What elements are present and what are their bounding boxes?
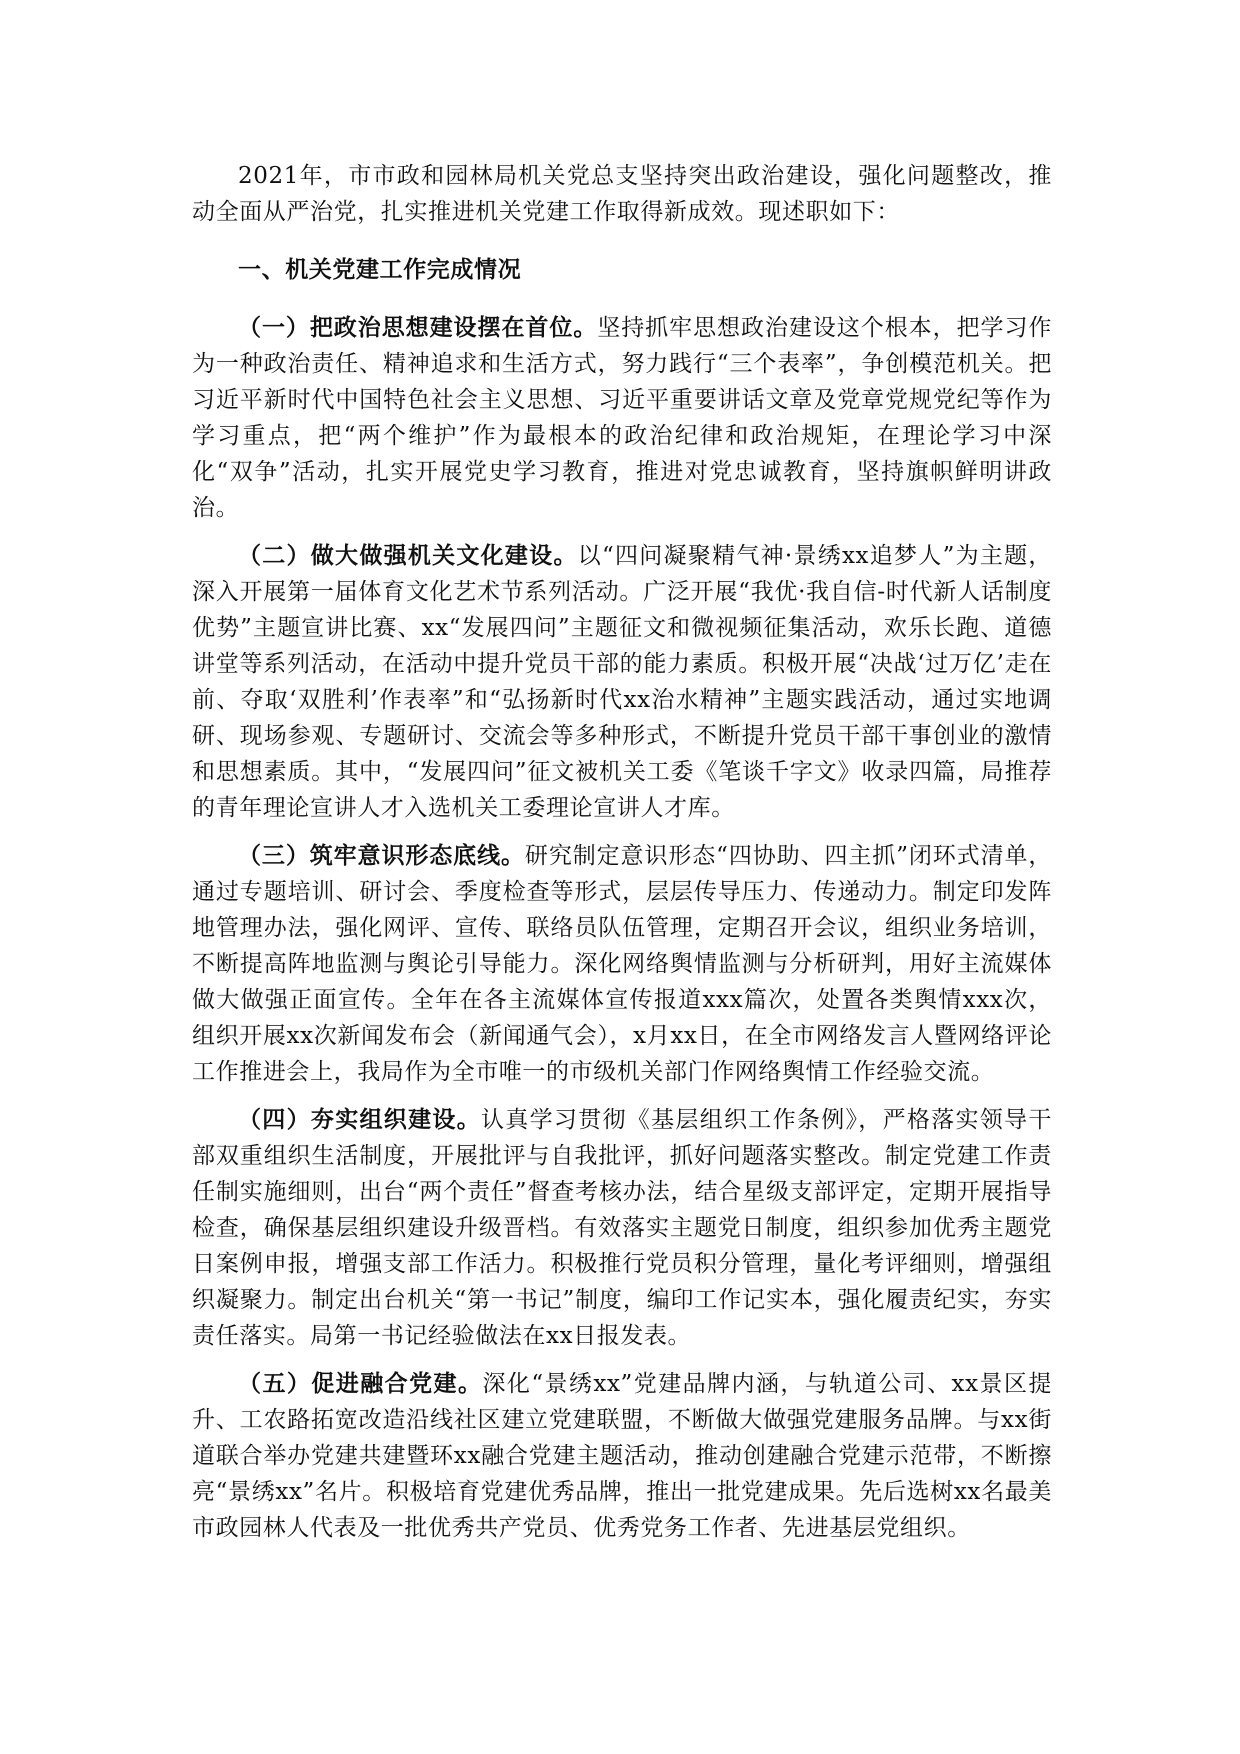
paragraph-organization [192,1102,1052,1354]
paragraph-body: 研究制定意识形态“四协助、四主抓”闭环式清单，通过专题培训、研讨会、季度检查等形式，层层传导压力、传递动力。制定印发阵地管理办法，强化网评、宣传、联络员队伍管理，定期召开会议，组织业务培训，不断提高阵地监测与舆论引导能力。深化网络舆情监测与分析研判，用好主流媒体做大做强正面宣传。全年在各主流媒体宣传报道xxx篇次，处置各类舆情xxx次，组织开展xx次新闻发布会（新闻通气会），x月xx日，在全市网络发言人暨网络评论工作推进会上，我局作为全市唯一的市级机关部门作网络舆情工作经验交流。 [192,843,1052,1085]
intro-paragraph: 2021年，市市政和园林局机关党总支坚持突出政治建设，强化问题整改，推动全面从严治党，扎实推进机关党建工作取得新成效。现述职如下： [192,163,1052,225]
document-body [192,158,1052,1558]
paragraph-political-thought [192,310,1052,526]
paragraph-body: 认真学习贯彻《基层组织工作条例》，严格落实领导干部双重组织生活制度，开展批评与自我批评，抓好问题落实整改。制定党建工作责任制实施细则，出台“两个责任”督查考核办法，结合星级支部评定，定期开展指导检查，确保基层组织建设升级晋档。有效落实主题党日制度，组织参加优秀主题党日案例申报，增强支部工作活力。积极推行党员积分管理，量化考评细则，增强组织凝聚力。制定出台机关“第一书记”制度，编印工作记实本，强化履责纪实，夯实责任落实。局第一书记经验做法在xx日报发表。 [192,1107,1052,1349]
paragraph-lead: （四）夯实组织建设。 [238,1107,481,1133]
paragraph-body: 以“四问凝聚精气神·景绣xx追梦人”为主题，深入开展第一届体育文化艺术节系列活动。广泛开展“我优·我自信-时代新人话制度优势”主题宣讲比赛、xx“发展四问”主题征文和微视频征集活动，欢乐长跑、道德讲堂等系列活动，在活动中提升党员干部的能力素质。积极开展“决战‘过万亿’走在前、夺取‘双胜利’作表率”和“弘扬新时代xx治水精神”主题实践活动，通过实地调研、现场参观、专题研讨、交流会等多种形式，不断提升党员干部干事创业的激情和思想素质。其中，“发展四问”征文被机关工委《笔谈千字文》收录四篇，局推荐的青年理论宣讲人才入选机关工委理论宣讲人才库。 [192,543,1052,821]
paragraph-lead: （二）做大做强机关文化建设。 [238,543,578,569]
paragraph-body: 坚持抓牢思想政治建设这个根本，把学习作为一种政治责任、精神追求和生活方式，努力践行“三个表率”，争创模范机关。把习近平新时代中国特色社会主义思想、习近平重要讲话文章及党章党规党纪等作为学习重点，把“两个维护”作为最根本的政治纪律和政治规矩，在理论学习中深化“双争”活动，扎实开展党史学习教育，推进对党忠诚教育，坚持旗帜鲜明讲政治。 [192,315,1053,521]
paragraph-body: 深化“景绣xx”党建品牌内涵，与轨道公司、xx景区提升、工农路拓宽改造沿线社区建立党建联盟，不断做大做强党建服务品牌。与xx街道联合举办党建共建暨环xx融合党建主题活动，推动创建融合党建示范带，不断擦亮“景绣xx”名片。积极培育党建优秀品牌，推出一批党建成果。先后选树xx名最美市政园林人代表及一批优秀共产党员、优秀党务工作者、先进基层党组织。 [192,1371,1052,1541]
paragraph-integrated-party-building [192,1366,1052,1546]
paragraph-lead: （一）把政治思想建设摆在首位。 [238,315,598,341]
paragraph-organ-culture [192,538,1052,826]
paragraph-ideology [192,838,1052,1090]
paragraph-lead: （五）促进融合党建。 [238,1371,483,1397]
paragraph-lead: （三）筑牢意识形态底线。 [238,843,525,869]
section-heading: 一、机关党建工作完成情况 [238,257,522,283]
